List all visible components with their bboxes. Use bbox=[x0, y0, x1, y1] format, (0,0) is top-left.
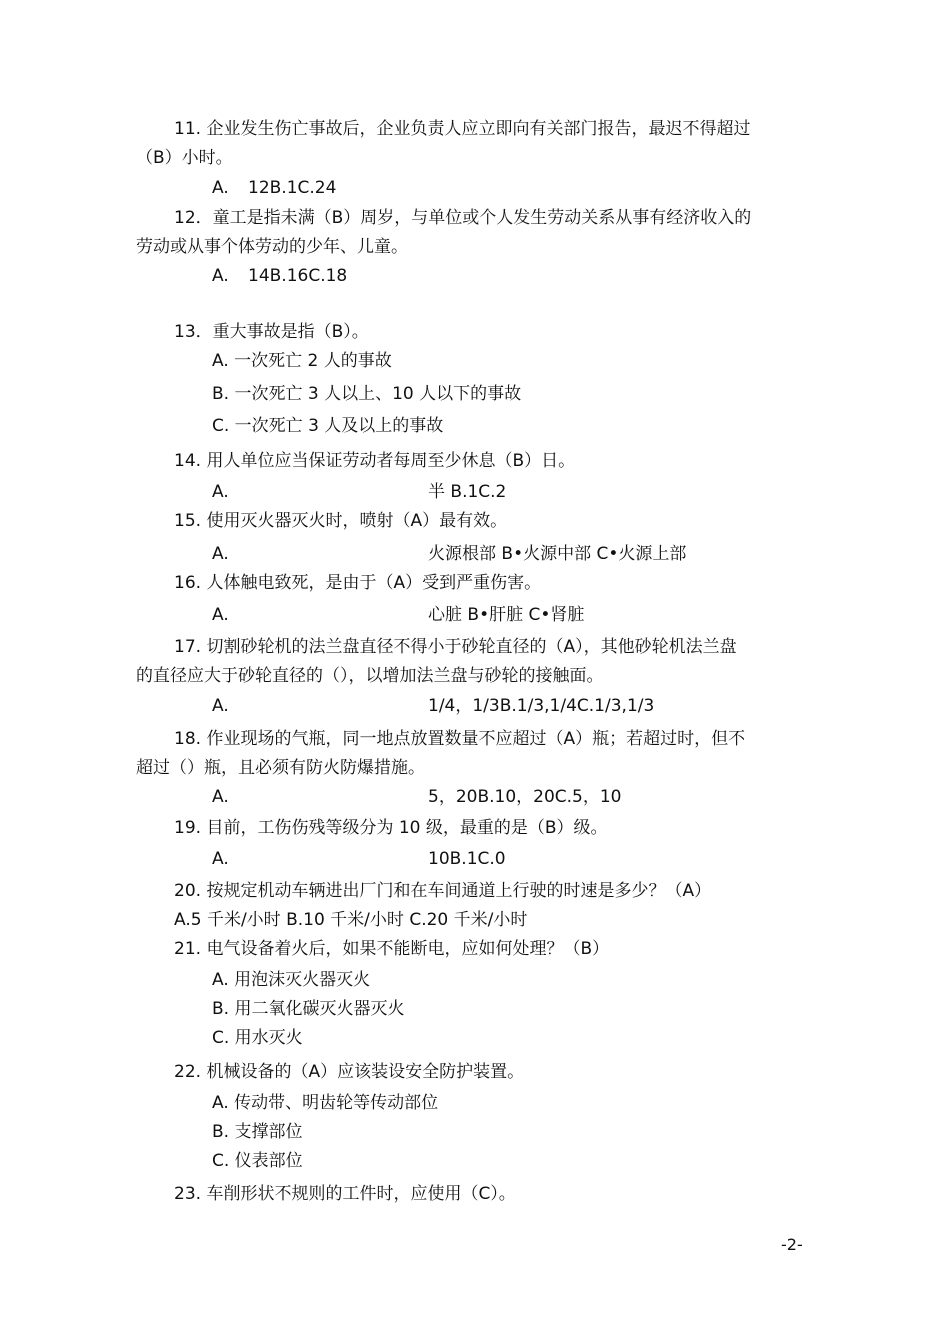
question-11-option-label: A. bbox=[212, 178, 229, 198]
question-19-options: 10B.1C.0 bbox=[428, 849, 506, 869]
question-20-options: A.5 千米/小时 B.10 千米/小时 C.20 千米/小时 bbox=[174, 910, 528, 930]
question-19-option-label: A. bbox=[212, 849, 229, 869]
question-16-options: 心脏 B•肝脏 C•肾脏 bbox=[428, 605, 585, 625]
question-13: 13．重大事故是指（B）。 bbox=[174, 322, 369, 342]
question-22-option-a: A. 传动带、明齿轮等传动部位 bbox=[212, 1093, 439, 1113]
question-19: 19. 目前，工伤伤残等级分为 10 级，最重的是（B）级。 bbox=[174, 818, 608, 838]
question-11-line1: 11. 企业发生伤亡事故后，企业负责人应立即向有关部门报告，最迟不得超过 bbox=[174, 119, 751, 139]
question-22-option-b: B. 支撑部位 bbox=[212, 1122, 303, 1142]
question-13-option-c: C. 一次死亡 3 人及以上的事故 bbox=[212, 416, 444, 436]
question-14: 14. 用人单位应当保证劳动者每周至少休息（B）日。 bbox=[174, 451, 576, 471]
question-21-option-b: B. 用二氧化碳灭火器灭火 bbox=[212, 999, 405, 1019]
question-15-option-label: A. bbox=[212, 544, 229, 564]
question-17-line1: 17. 切割砂轮机的法兰盘直径不得小于砂轮直径的（A），其他砂轮机法兰盘 bbox=[174, 637, 737, 657]
question-18-options: 5，20B.10，20C.5，10 bbox=[428, 787, 622, 807]
question-12-line2: 劳动或从事个体劳动的少年、儿童。 bbox=[136, 237, 408, 257]
question-11-line2: （B）小时。 bbox=[136, 148, 233, 168]
question-20: 20. 按规定机动车辆进出厂门和在车间通道上行驶的时速是多少？（A） bbox=[174, 881, 712, 901]
question-12-options: 14B.16C.18 bbox=[248, 266, 348, 286]
question-14-option-label: A. bbox=[212, 482, 229, 502]
question-11-options: 12B.1C.24 bbox=[248, 178, 337, 198]
question-16: 16. 人体触电致死，是由于（A）受到严重伤害。 bbox=[174, 573, 542, 593]
question-13-option-b: B. 一次死亡 3 人以上、10 人以下的事故 bbox=[212, 384, 522, 404]
question-15: 15. 使用灭火器灭火时，喷射（A）最有效。 bbox=[174, 511, 508, 531]
question-16-option-label: A. bbox=[212, 605, 229, 625]
question-18-line1: 18. 作业现场的气瓶，同一地点放置数量不应超过（A）瓶；若超过时，但不 bbox=[174, 729, 746, 749]
question-21-option-c: C. 用水灭火 bbox=[212, 1028, 303, 1048]
question-12-line1: 12．童工是指未满（B）周岁，与单位或个人发生劳动关系从事有经济收入的 bbox=[174, 208, 752, 228]
question-21-option-a: A. 用泡沫灭火器灭火 bbox=[212, 970, 371, 990]
question-22: 22. 机械设备的（A）应该装设安全防护装置。 bbox=[174, 1062, 525, 1082]
question-22-option-c: C. 仪表部位 bbox=[212, 1151, 303, 1171]
question-15-options: 火源根部 B•火源中部 C•火源上部 bbox=[428, 544, 687, 564]
question-17-line2: 的直径应大于砂轮直径的（），以增加法兰盘与砂轮的接触面。 bbox=[136, 666, 604, 686]
question-17-options: 1/4，1/3B.1/3,1/4C.1/3,1/3 bbox=[428, 696, 655, 716]
question-14-options: 半 B.1C.2 bbox=[428, 482, 507, 502]
question-13-option-a: A. 一次死亡 2 人的事故 bbox=[212, 351, 392, 371]
question-23: 23. 车削形状不规则的工件时，应使用（C）。 bbox=[174, 1184, 516, 1204]
question-18-line2: 超过（）瓶，且必须有防火防爆措施。 bbox=[136, 758, 425, 778]
question-21: 21. 电气设备着火后，如果不能断电，应如何处理？（B） bbox=[174, 939, 610, 959]
question-17-option-label: A. bbox=[212, 696, 229, 716]
page-number: -2- bbox=[781, 1235, 803, 1254]
question-18-option-label: A. bbox=[212, 787, 229, 807]
question-12-option-label: A. bbox=[212, 266, 229, 286]
